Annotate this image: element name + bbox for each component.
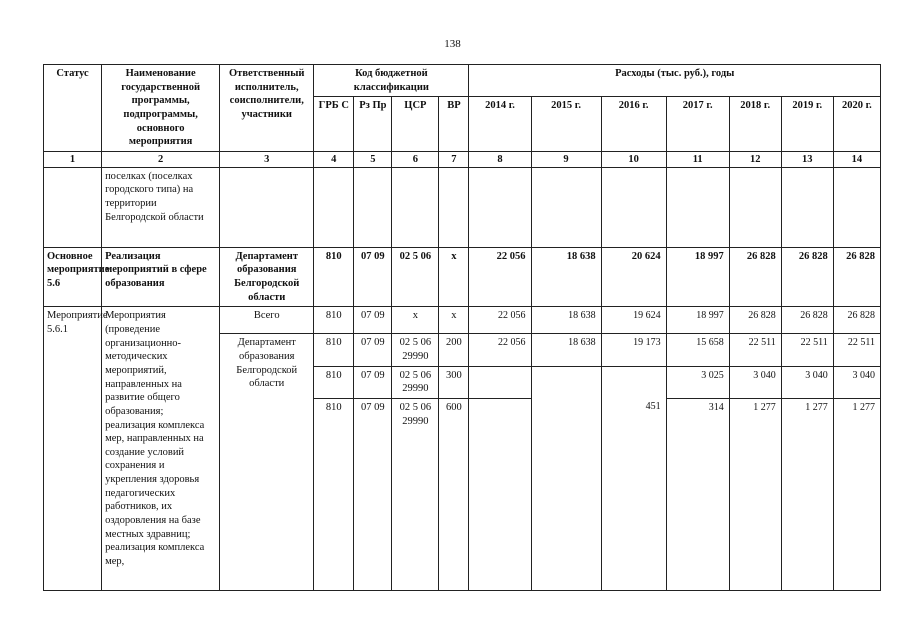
event-value: 1 277 [833,398,880,590]
event-value: 314 [666,398,729,590]
event-value: 22 511 [781,334,833,366]
event-grbs: 810 [314,366,354,398]
header-name: Наименование государственной программы, подпрограммы, основного мероприятия [102,65,220,152]
event-vr: х [439,307,469,334]
column-number: 13 [781,151,833,167]
event-rzpr: 07 09 [354,398,392,590]
event-value: 3 025 [666,366,729,398]
main-event-value: 26 828 [729,247,781,307]
event-value [531,398,601,590]
continuation-name: поселках (поселках городского типа) на территории Белгородской области [102,167,220,247]
header-year: 2017 г. [666,97,729,151]
header-year: 2020 г. [833,97,880,151]
page-number: 138 [444,38,461,50]
event-csr: 02 5 06 29990 [392,334,439,366]
event-grbs: 810 [314,334,354,366]
column-number: 4 [314,151,354,167]
column-number: 1 [44,151,102,167]
event-value: 3 040 [833,366,880,398]
event-vr: 200 [439,334,469,366]
column-number: 2 [102,151,220,167]
event-value [469,398,531,590]
event-name: Мероприятия (проведение организационно-методических мероприятий, направленных на развитие общего образования; реализация комплекса мер, направленных на создание условий сохранения и укрепления здоровья педагогических работников, их оздоровления на базе местных здравниц; реализация комплекса мер, [102,307,220,591]
event-value: 22 511 [729,334,781,366]
event-status: Мероприятие 5.6.1 [44,307,102,591]
main-event-value: 20 624 [601,247,666,307]
column-number: 5 [354,151,392,167]
main-event-value: 26 828 [833,247,880,307]
event-value: 18 638 [531,334,601,366]
event-value: 22 056 [469,307,531,334]
event-grbs: 810 [314,307,354,334]
event-value: 22 511 [833,334,880,366]
header-csr: ЦСР [392,97,439,151]
header-year: 2015 г. [531,97,601,151]
column-number: 8 [469,151,531,167]
event-executor-dept: Департамент образования Белгородской области [220,334,314,591]
header-grbs: ГРБ С [314,97,354,151]
header-vr: ВР [439,97,469,151]
column-number: 6 [392,151,439,167]
main-event-executor: Департамент образования Белгородской области [220,247,314,307]
event-value: 26 828 [833,307,880,334]
event-value: 18 997 [666,307,729,334]
main-event-vr: х [439,247,469,307]
budget-table [43,64,881,591]
event-vr: 300 [439,366,469,398]
event-value: 26 828 [729,307,781,334]
column-number: 3 [220,151,314,167]
event-rzpr: 07 09 [354,366,392,398]
main-event-value: 22 056 [469,247,531,307]
event-value: 19 624 [601,307,666,334]
column-number: 10 [601,151,666,167]
column-number: 7 [439,151,469,167]
column-number: 9 [531,151,601,167]
header-status: Статус [44,65,102,152]
event-value: 3 040 [729,366,781,398]
header-rzpr: Рз Пр [354,97,392,151]
event-rzpr: 07 09 [354,307,392,334]
header-year: 2019 г. [781,97,833,151]
event-csr: 02 5 06 29990 [392,366,439,398]
main-event-rzpr: 07 09 [354,247,392,307]
main-event-value: 26 828 [781,247,833,307]
column-number: 12 [729,151,781,167]
event-value: 19 173 [601,334,666,366]
main-event-csr: 02 5 06 [392,247,439,307]
header-executor: Ответственный исполнитель, соисполнители, участники [220,65,314,152]
event-value: 15 658 [666,334,729,366]
event-value [531,366,601,398]
event-csr: х [392,307,439,334]
header-row-1 [44,65,881,97]
event-value: 22 056 [469,334,531,366]
column-number-row [44,151,881,167]
main-event-name: Реализация мероприятий в сфере образования [102,247,220,307]
header-year: 2018 г. [729,97,781,151]
event-value: 1 277 [781,398,833,590]
event-value: 451 [601,398,666,590]
event-value [469,366,531,398]
main-event-status: Основное мероприятие 5.6 [44,247,102,307]
event-vr: 600 [439,398,469,590]
event-row-total [44,307,881,334]
header-expenses: Расходы (тыс. руб.), годы [469,65,881,97]
event-rzpr: 07 09 [354,334,392,366]
column-number: 14 [833,151,880,167]
event-grbs: 810 [314,398,354,590]
main-event-grbs: 810 [314,247,354,307]
main-event-value: 18 997 [666,247,729,307]
continuation-row [44,167,881,247]
header-year: 2016 г. [601,97,666,151]
event-value: 18 638 [531,307,601,334]
event-value [601,366,666,398]
event-csr: 02 5 06 29990 [392,398,439,590]
header-year: 2014 г. [469,97,531,151]
event-value: 26 828 [781,307,833,334]
main-event-row [44,247,881,307]
event-value: 3 040 [781,366,833,398]
event-value: 1 277 [729,398,781,590]
header-budget-code: Код бюджетной классификации [314,65,469,97]
main-event-value: 18 638 [531,247,601,307]
event-executor-total: Всего [220,307,314,334]
column-number: 11 [666,151,729,167]
